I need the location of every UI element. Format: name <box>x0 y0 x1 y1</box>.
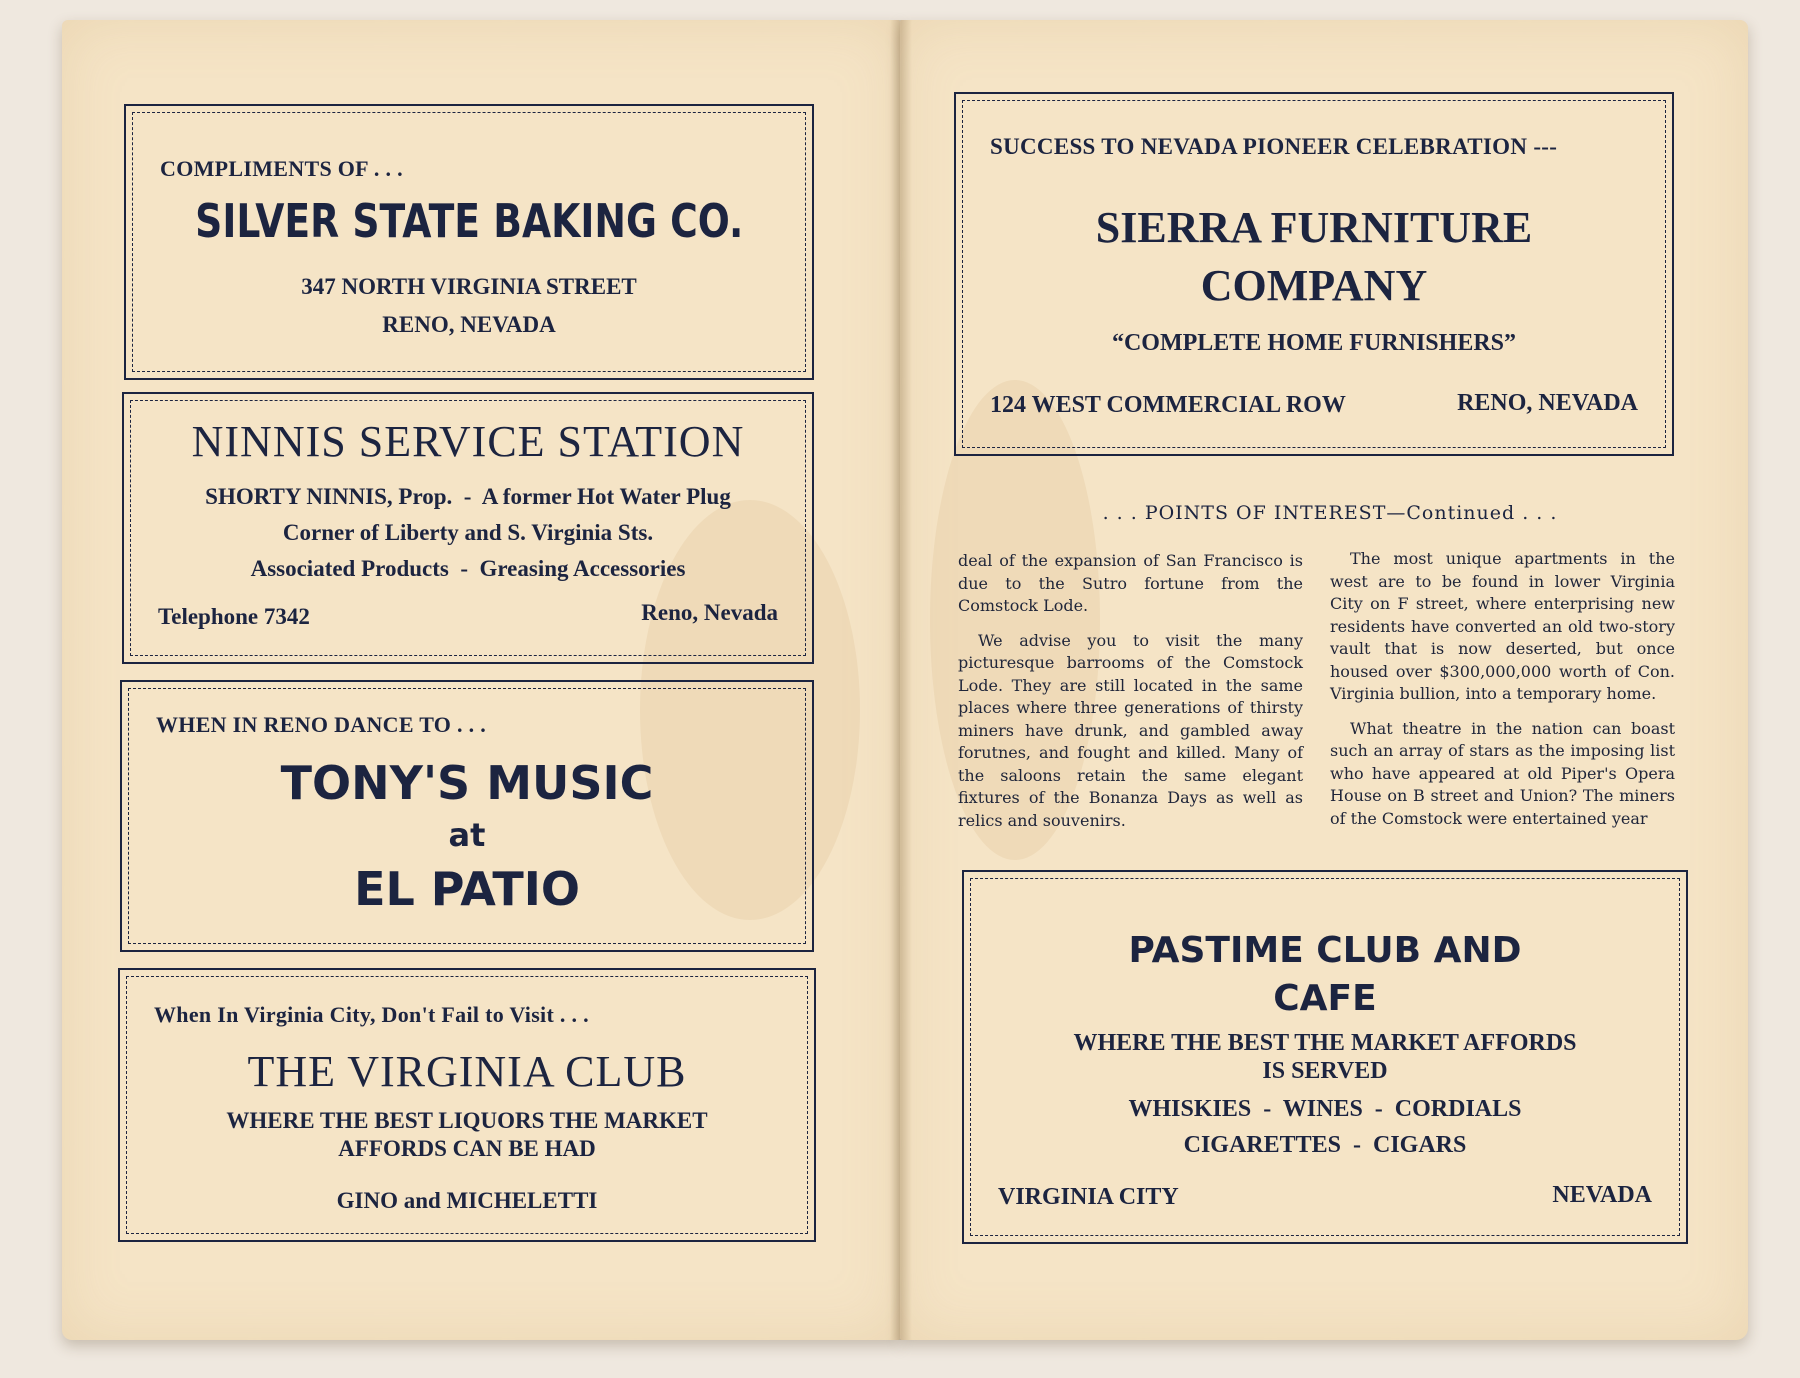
ad-tagline: WHERE THE BEST LIQUORS THE MARKET <box>226 1108 708 1133</box>
ad-tagline: WHERE THE BEST THE MARKET AFFORDS <box>1073 1030 1577 1056</box>
ad-business-name: PASTIME CLUB AND <box>1128 930 1522 971</box>
section-heading: . . . POINTS OF INTEREST—Continued . . . <box>1102 502 1558 524</box>
paragraph: We advise you to visit the many picturesque barrooms of the Comstock Lode. They are still located in the same places where three generations of thirsty miners have drunk, and gambled away forutnes, and fought and killed. Many of the saloons retain the same elegant fixtures of the Bonanza Days as well as relics and souvenirs. <box>958 630 1303 830</box>
ad-tagline: AFFORDS CAN BE HAD <box>338 1136 596 1161</box>
ad-ninnis-service-station <box>122 392 814 664</box>
ad-business-name: SILVER STATE BAKING CO. <box>194 194 744 248</box>
ad-pastime-club <box>962 870 1688 1244</box>
ad-sierra-furniture <box>954 92 1674 456</box>
ad-products: CIGARETTES - CIGARS <box>1183 1132 1467 1158</box>
ad-business-name: THE VIRGINIA CLUB <box>247 1047 687 1096</box>
ad-virginia-club <box>118 968 816 1242</box>
paragraph: deal of the expansion of San Francisco is due to the Sutro fortune from the Comstock Lode. <box>958 551 1303 615</box>
ad-state: NEVADA <box>1552 1182 1652 1208</box>
ad-line: Corner of Liberty and S. Virginia Sts. <box>282 520 654 545</box>
ad-address: 124 WEST COMMERCIAL ROW <box>990 392 1346 418</box>
ad-business-name: CAFE <box>1273 978 1377 1019</box>
ad-city: Reno, Nevada <box>641 600 778 625</box>
ad-products: WHISKIES - WINES - CORDIALS <box>1128 1096 1522 1122</box>
ad-tonys-music <box>120 680 814 952</box>
ad-business-name: TONY'S MUSIC <box>280 756 654 810</box>
book-spine <box>890 20 912 1340</box>
ad-lead-text: COMPLIMENTS OF . . . <box>160 156 403 181</box>
ad-venue-name: EL PATIO <box>354 862 580 916</box>
ad-silver-state-baking <box>124 104 814 380</box>
ad-lead-text: WHEN IN RENO DANCE TO . . . <box>156 712 487 737</box>
ad-business-name: COMPANY <box>1200 261 1428 310</box>
ad-lead-text: SUCCESS TO NEVADA PIONEER CELEBRATION --- <box>990 134 1558 159</box>
text-column-right <box>1330 548 1675 842</box>
text-column-left <box>958 550 1303 844</box>
ad-city: VIRGINIA CITY <box>998 1184 1179 1210</box>
ad-address: 347 NORTH VIRGINIA STREET <box>301 274 637 299</box>
ad-line: SHORTY NINNIS, Prop. - A former Hot Water Plug <box>205 484 731 509</box>
ad-owners: GINO and MICHELETTI <box>336 1188 598 1213</box>
ad-connector: at <box>448 816 486 854</box>
ad-line: Associated Products - Greasing Accessories <box>250 556 686 581</box>
ad-lead-text: When In Virginia City, Don't Fail to Visit . . . <box>154 1002 589 1027</box>
ad-phone: Telephone 7342 <box>158 604 310 629</box>
ad-city: RENO, NEVADA <box>382 312 556 337</box>
ad-city: RENO, NEVADA <box>1457 390 1638 416</box>
paragraph: What theatre in the nation can boast such an array of stars as the imposing list who have appeared at old Piper's Opera House on B street and Union? The miners of the Comstock were entertained year <box>1330 718 1675 828</box>
ad-business-name: SIERRA FURNITURE <box>1095 203 1533 252</box>
paragraph: The most unique apartments in the west are to be found in lower Virginia City on F street, where enterprising new residents have converted an old two-story vault that is now deserted, but once housed over $300,000,000 worth of Con. Virginia bullion, into a temporary home. <box>1330 549 1675 703</box>
ad-slogan: “COMPLETE HOME FURNISHERS” <box>1111 330 1517 356</box>
ad-tagline: IS SERVED <box>1262 1058 1388 1084</box>
ad-business-name: NINNIS SERVICE STATION <box>191 417 745 466</box>
